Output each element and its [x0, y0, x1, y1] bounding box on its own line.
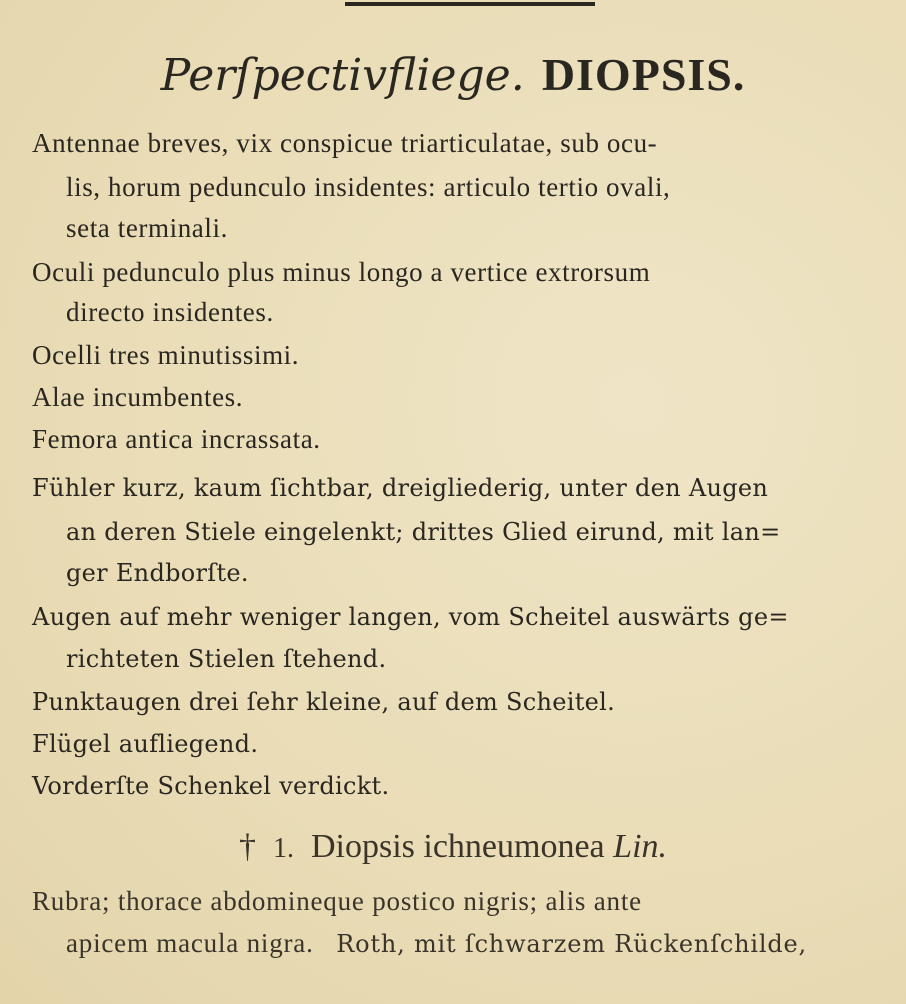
top-rule: [345, 2, 595, 6]
latin-line: Femora antica incrassata.: [32, 424, 321, 454]
description-german: Roth, mit ſchwarzem Rückenſchilde,: [336, 930, 807, 958]
german-line: Fühler kurz, kaum ſichtbar, dreigliederig, unter den Augen: [32, 474, 769, 502]
german-line: richteten Stielen ſtehend.: [66, 645, 387, 673]
latin-line: Alae incumbentes.: [32, 382, 244, 412]
german-line: an deren Stiele eingelenkt; drittes Glied eirund, mit lan=: [66, 518, 781, 546]
description-latin: apicem macula nigra.: [66, 928, 314, 958]
german-line: Vorderſte Schenkel verdickt.: [32, 772, 390, 800]
title-latin: DIOPSIS.: [541, 49, 746, 100]
species-number: 1.: [272, 833, 294, 864]
latin-line: Ocelli tres minutissimi.: [32, 340, 300, 370]
dagger-symbol: †: [238, 828, 256, 865]
title-german: Perſpectivfliege.: [160, 50, 525, 101]
latin-line: Oculi pedunculo plus minus longo a vertice extrorsum: [32, 257, 651, 287]
species-description-line: Rubra; thorace abdomineque postico nigris; alis ante: [32, 886, 642, 916]
species-author: Lin.: [613, 828, 668, 865]
german-line: Punktaugen drei ſehr kleine, auf dem Scheitel.: [32, 688, 616, 716]
latin-line: seta terminali.: [66, 213, 228, 243]
german-line: ger Endborſte.: [66, 559, 249, 587]
species-heading: [0, 828, 906, 866]
german-line: Flügel aufliegend.: [32, 730, 259, 758]
latin-line: directo insidentes.: [66, 297, 274, 327]
species-name: Diopsis ichneumonea: [310, 828, 605, 865]
german-line: Augen auf mehr weniger langen, vom Scheitel auswärts ge=: [32, 603, 789, 631]
species-description-line: [66, 928, 807, 959]
page-title: [0, 48, 906, 101]
latin-line: Antennae breves, vix conspicue triarticulatae, sub ocu-: [32, 128, 658, 158]
latin-line: lis, horum pedunculo insidentes: articulo tertio ovali,: [66, 172, 671, 202]
